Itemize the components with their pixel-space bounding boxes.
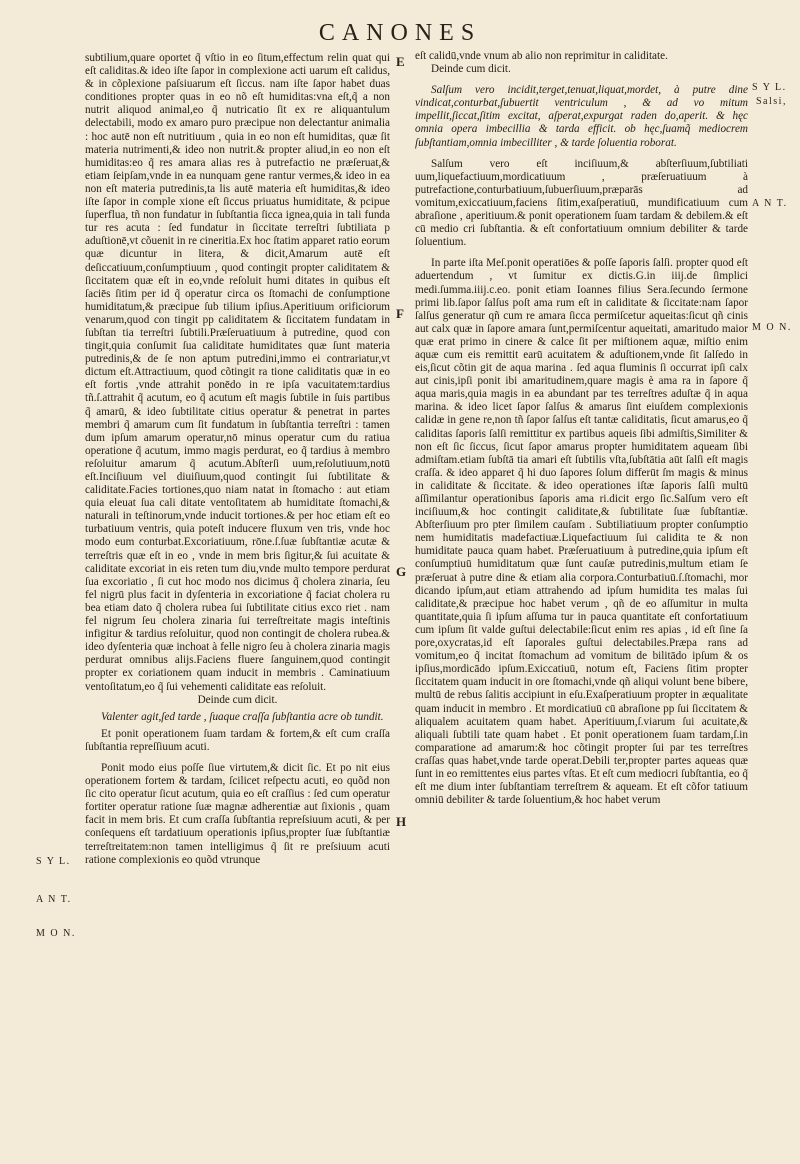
left-column — [85, 52, 390, 867]
right-side-label-ant: A N T. — [752, 198, 788, 209]
right-commentary-text: In parte iſta Meſ.ponit operatiōes & poſſe ſaporis ſalſi. propter quod eſt aduertendum , vt ſumitur ex dictis.G.in iiij.de ſimplici medi.ſumma.iiij.c.eo. ponit etiam Ioannes filius Sera.ſecundo ſermone primi lib.ſapor ſalſus poſt ama rum eſt in caliditate & ſiccitate:nam ſapor ſalſus generatur qñ cum re amara ſicca permiſcetur aqueitas:ſicut qñ cinis aut calx quæ in ſapore amara ſunt,permiſcentur aqueitati, amaritudo maior quæ erat primo in cinere & calce ſit per miſtionem aquæ, miſtio enim aquæ cum eis remittit earū acuitatem & aduſtionem,vnde ſit ſalſedo in eis,ſicut cõtin git de aqua marina . ſed aqua fluminis ſi occurrat ipſi calx aut cinis,ipſi ponit ibi amaritudinem,quare magis è ama ra in ſapore q̃ aqua maris,quia magis in ea abundant par tes terreſtres aduſtæ q̃ in aqua marina. & ideo licet ſapor ſalſus & amarus ſint eiuſdem complexionis calidæ in gene re,non tñ ſapor ſalſus eſt tantæ caliditatis, ſicut amarus,eo q̃ caliditas ſaporis ſalſi remittitur ex partibus aqueis ſibi admiſtis,Similiter & non eſt ſic ſiccus, ſicut ſapor amarus propter humiditatem aqueam ſibi admiſtam.etiam ſubſtā tia amari eſt ſubtilis vſta,ſubſtātia aūt ſalſi eſt magis craſſa. & ideo apparet q̃ hi duo ſapores ſolum differūt ſm magis & minus in caliditate & ſiccitate. & ideo operationes iſtæ ſaporis ſalſi multū aſſimilantur operationibus ſaporis ama ri.dicit ergo ſic.Salſum vero eſt inciſiuum,& hoc contingit caliditate,& ſubtilitate ſuæ ſubſtantiæ. Abſterſiuum pro pter ſimilem cauſam . Subtiliatiuum propter conſumptio nem humiditatis madefactiuæ.Liquefactiuum ſui calidita te & non humiditate pauca quam habet. Præſeruatiuum à putredine,quia ipſum eſt conſumptiuū humiditatum quæ ſunt cauſæ putredinis,multum etiam ſe præſeruat à putre dine & etiam alia corpora.Conturbatiuū.ſ.ſtomachi, mor dicando ipſum,aut etiam attrahendo ad ipſum humidita tes malas ſui caliditate,& præcipue hoc habet verum , qñ de eo aſſumitur in multa quantitate,quia ſi ipſum aſſuma tur in pauca quantitate eſt confortatiuum cum ipſum ſit valde guſtui delectabile:ſicut enim res apias , id eſt ſine ſa pore,oxycratas,id eſt ſaporales guſtui delectabiles.Præpa rans ad vomitum,eo q̃ incitat ſtomachum ad vomitum de bilitādo ipſum & os ipſius,mordicādo ipſum.Exiccatiuū, notum eſt, Faciens ſitim propter ſiccitatem quam inducit in ore ſtomachi,vnde qñ aliqui volunt bene bibere, multū de rebus ſalitis accipiunt in eſu.Exaſperatiuum propter in æqualitate quam inducit in membro . Et mordicatiuū cū abraſione pp ſui ſiccitatem & aliqualem acuitatem quam habet. Aperitiuum,ſ.viarum ſui acuitate,& aliquali ſubtili tate quam habet . Et ponit operationem ſuam tardam,ſ.in comparatione ad amarum:& hoc cõtingit propter ſui par tes terreſtres craſſas quas habet,vnde tarde operat.Debili ter,propter partes aqueas quæ ſunt in eo remittentes eius partes vſtas. Et eſt cum mediocri ſubſtantia, eo q̃ eſt me dium inter ſubſtantiam terreſtrem & aqueam. Et eſt cõfor tatiuum omniū debiliter & tarde ſoluentium,& hoc habet verum — [415, 257, 748, 807]
right-antidote-text: Salſum vero eſt inciſiuum,& abſterſiuum,ſubtiliati uum,liquefactiuum,mordicatiuum , præſeruatiuum à putrefactione,conturbatiuum,ſubuerſiuum,præparās ad vomitum,exiccatiuum,faciens ſitim,exaſperatiuū, mundificatiuum cum abraſione , aperitiuum.& ponit operationem ſuam tardam & debilem.& eſt cū medio cri ſubſtantia. & eſt confortatiuum omnium debiliter & tarde ſoluentium. — [415, 157, 748, 249]
right-paragraph-1: eſt calidū,vnde vnum ab alio non reprimitur in caliditate. — [415, 50, 668, 62]
right-canon-text: Salſum vero incidit,terget,tenuat,liquat,mordet, à putre dine vindicat,conturbat,ſubuertit ventriculum , & ad vo mitum impellit,ſiccat,ſitim excitat, aſperat,expurgat raden do,aperit. & hęc omnia opera imbecillia & tarda efficit. ob hęc,ſuamq̃ mediocrem ſubſtantiam,omnia imbecilliter , & tarde ſoluentia roborat. — [415, 84, 748, 149]
page-title: CANONES — [318, 20, 482, 46]
left-canon-text: Valenter agit,ſed tarde , ſuaque craſſa ſubſtantia acre ob tundit. — [101, 710, 384, 723]
marginal-letter-h: H — [396, 814, 407, 829]
left-side-label-syl: S Y L. — [36, 856, 71, 867]
left-side-label-mon: M O N. — [36, 928, 76, 939]
marginal-letter-f: F — [396, 306, 404, 321]
left-paragraph-1: subtilium,quare oportet q̃ vſtio in eo ſitum,effectum relin quat qui eſt caliditas.& ideo iſte ſapor in complexione acti uarum eſt calidus, & in cõplexione paſsiuarum eſt ſiccus. nam iſte ſapor habet duas conditiones propter quas in eo nõ eſt humiditas:vna eſt,q̃ a non nutrit aliquod animal,eo q̃ nutricatio ſit ex re aliquantulum delectabili, modo ex amaro puro præcipue non delectantur animalia : hoc autē non eſt nutritiuum , quia in eo non eſt humiditas, quæ ſit materia nutrimenti,& ideo non nutrit.& propter aliud,in eo non eſt humiditas:eo q̃ res amara alias res à putrefactio ne præſeruat,& etiam ſeipſam,vnde in ea nunquam gene rantur vermes,& ideo in ea non eſt materia putredinis,ta lis autē materia eſt humiditas,& ideo iſte ſapor in comple xione eſt ſiccus priuatus humiditate, & pcipue ſuperflua, tñ non fundatur in ſubſtantia ſicca ignea,quia in tali funda tur res acuta : ſed fundatur in ſiccitate terreſtri ſubtiliata p aduſtionē,vt cõuenit in re cineritia.Ex hoc ſtatim apparet ratio eorum quæ dicuntur in litera, & dicit,Amarum autē eſt deſiccatiuum,conſumptiuum , quod contingit propter caliditatem & ſiccitatem quæ eſt in eo,vnde reſoluit humi ditates in quibus eſt ſaciēs ſitim per id q̃ operatur circa os ſtomachi de conſumptione humiditatum,& præcipue ſub tilium ipſius.Aperitiuum orificiorum venarum,quod con tingit pp caliditatem & ſiccitatem fundatam in ſubſtan tia terreſtri ſubtili.Præſeruatiuum à putredine, quod con tingit,quia conſumit ſua caliditate humiditates quæ ſunt materia putredinis,& de ſe non aptum putredini,immo ei contrariatur,vt dictum eſt.Attractiuum, quod cõtingit ra tione caliditatis quæ in eo eſt fortis ,vnde attrahit ponēdo in re ipſa vacuitatem:tardius tñ.ſ.attrahit q̃ acutum, eo q̃ acutum eſt magis ſubtile in ſuis partibus q̃ amarū, & ideo ſubtilitate citius operatur & penetrat in partes membri q̃ amarum cum ſit fundatum in ſubſtantia terreſtri : tamen dum ipſum amarum operatur,nō minus operatur cum du ratiua operatione q̃ acutum, immo magis perdurat, eo q̃ tardius à membro reſoluitur amarum q̃ acutum.Abſterſi uum,reſolutiuum,notū eſt.Inciſiuum vel diuiſiuum,quod contingit ſui ſubtilitate & caliditate.Facies tortiones,quo niam natat in ſtomacho : aut etiam quia eleuat ſua cali ditate ventoſitatem ab humiditate ſtomachi,& naturali in teſtinorum,vnde inducit tortiones.& per hoc etiam eſt eo turbatiuum ventris, quia poteſt inducere fluxum ven tris, vnde hoc modo eum conturbat.Excoriatiuum, rōne.ſ.ſuæ ſubſtantiæ acutæ & terreſtris quæ eſt in eo , vnde in mem bris ſigitur,& ſui acuitate & caliditate excoriat in eis reten tum diu,vnde multo tempore perdurat ſua excoriatio , ſi cut hoc modo nos dicimus q̃ cholera zinaria, ſeu fel nigrū plus facit in dyſenteria in excoriatione q̃ faciat cholera ru bea etiam dato q̃ cholera rubea ſui ſubtilitate citius exco riet . nam fel nigrum ſeu cholera zinaria ſui terreſtreitate magis inteſtinis infigitur & tardius reſoluitur, quod non contingit de cholera rubea.& ideo dyſenteria quæ inchoat à felle nigro ſeu à cholera zinaria magis perdurat omnibus alijs.Faciens fluere ſanguinem,quod contingit propter ex coriationem quam inducit in membris . Caminatiuum ventoſitatum,eo q̃ ſui vehementi caliditate eas reſoluit. — [85, 52, 390, 693]
left-commentary-text: Ponit modo eius poſſe ſiue virtutem,& dicit ſic. Et po nit eius operationem fortem & tardam, ſcilicet reſpectu acuti, eo quõd non ſic cito operatur ſicut acutum, quia eo eſt craſſius : ſed cum operatur fortiter operatur ratione ſuæ magnæ adherentiæ aut ſixionis , quam facit in mem bris. Et cum craſſa ſubſtantia repreſsiuum acuti, & per conſequens eſt tardatiuum operationis ipſius,propter ſuæ ſubſtantiæ terreſtreitatem:non tamen intelligimus q̃ ſit re preſsiuum acuti ratione complexionis eo quõd vtrunque — [85, 761, 390, 866]
marginal-letter-e: E — [396, 54, 405, 69]
left-side-label-ant: A N T. — [36, 894, 72, 905]
right-side-label-salsi: Salsi, — [756, 96, 787, 107]
right-side-label-syl: S Y L. — [752, 82, 787, 93]
left-antidote-text: Et ponit operationem ſuam tardam & fortem,& eſt cum craſſa ſubſtantia repreſſiuum acuti. — [85, 727, 390, 753]
marginal-letter-g: G — [396, 564, 407, 579]
right-column — [415, 50, 748, 807]
right-transition: Deinde cum dicit. — [431, 63, 511, 76]
left-transition: Deinde cum dicit. — [197, 693, 278, 706]
right-side-label-mon: M O N. — [752, 322, 792, 333]
